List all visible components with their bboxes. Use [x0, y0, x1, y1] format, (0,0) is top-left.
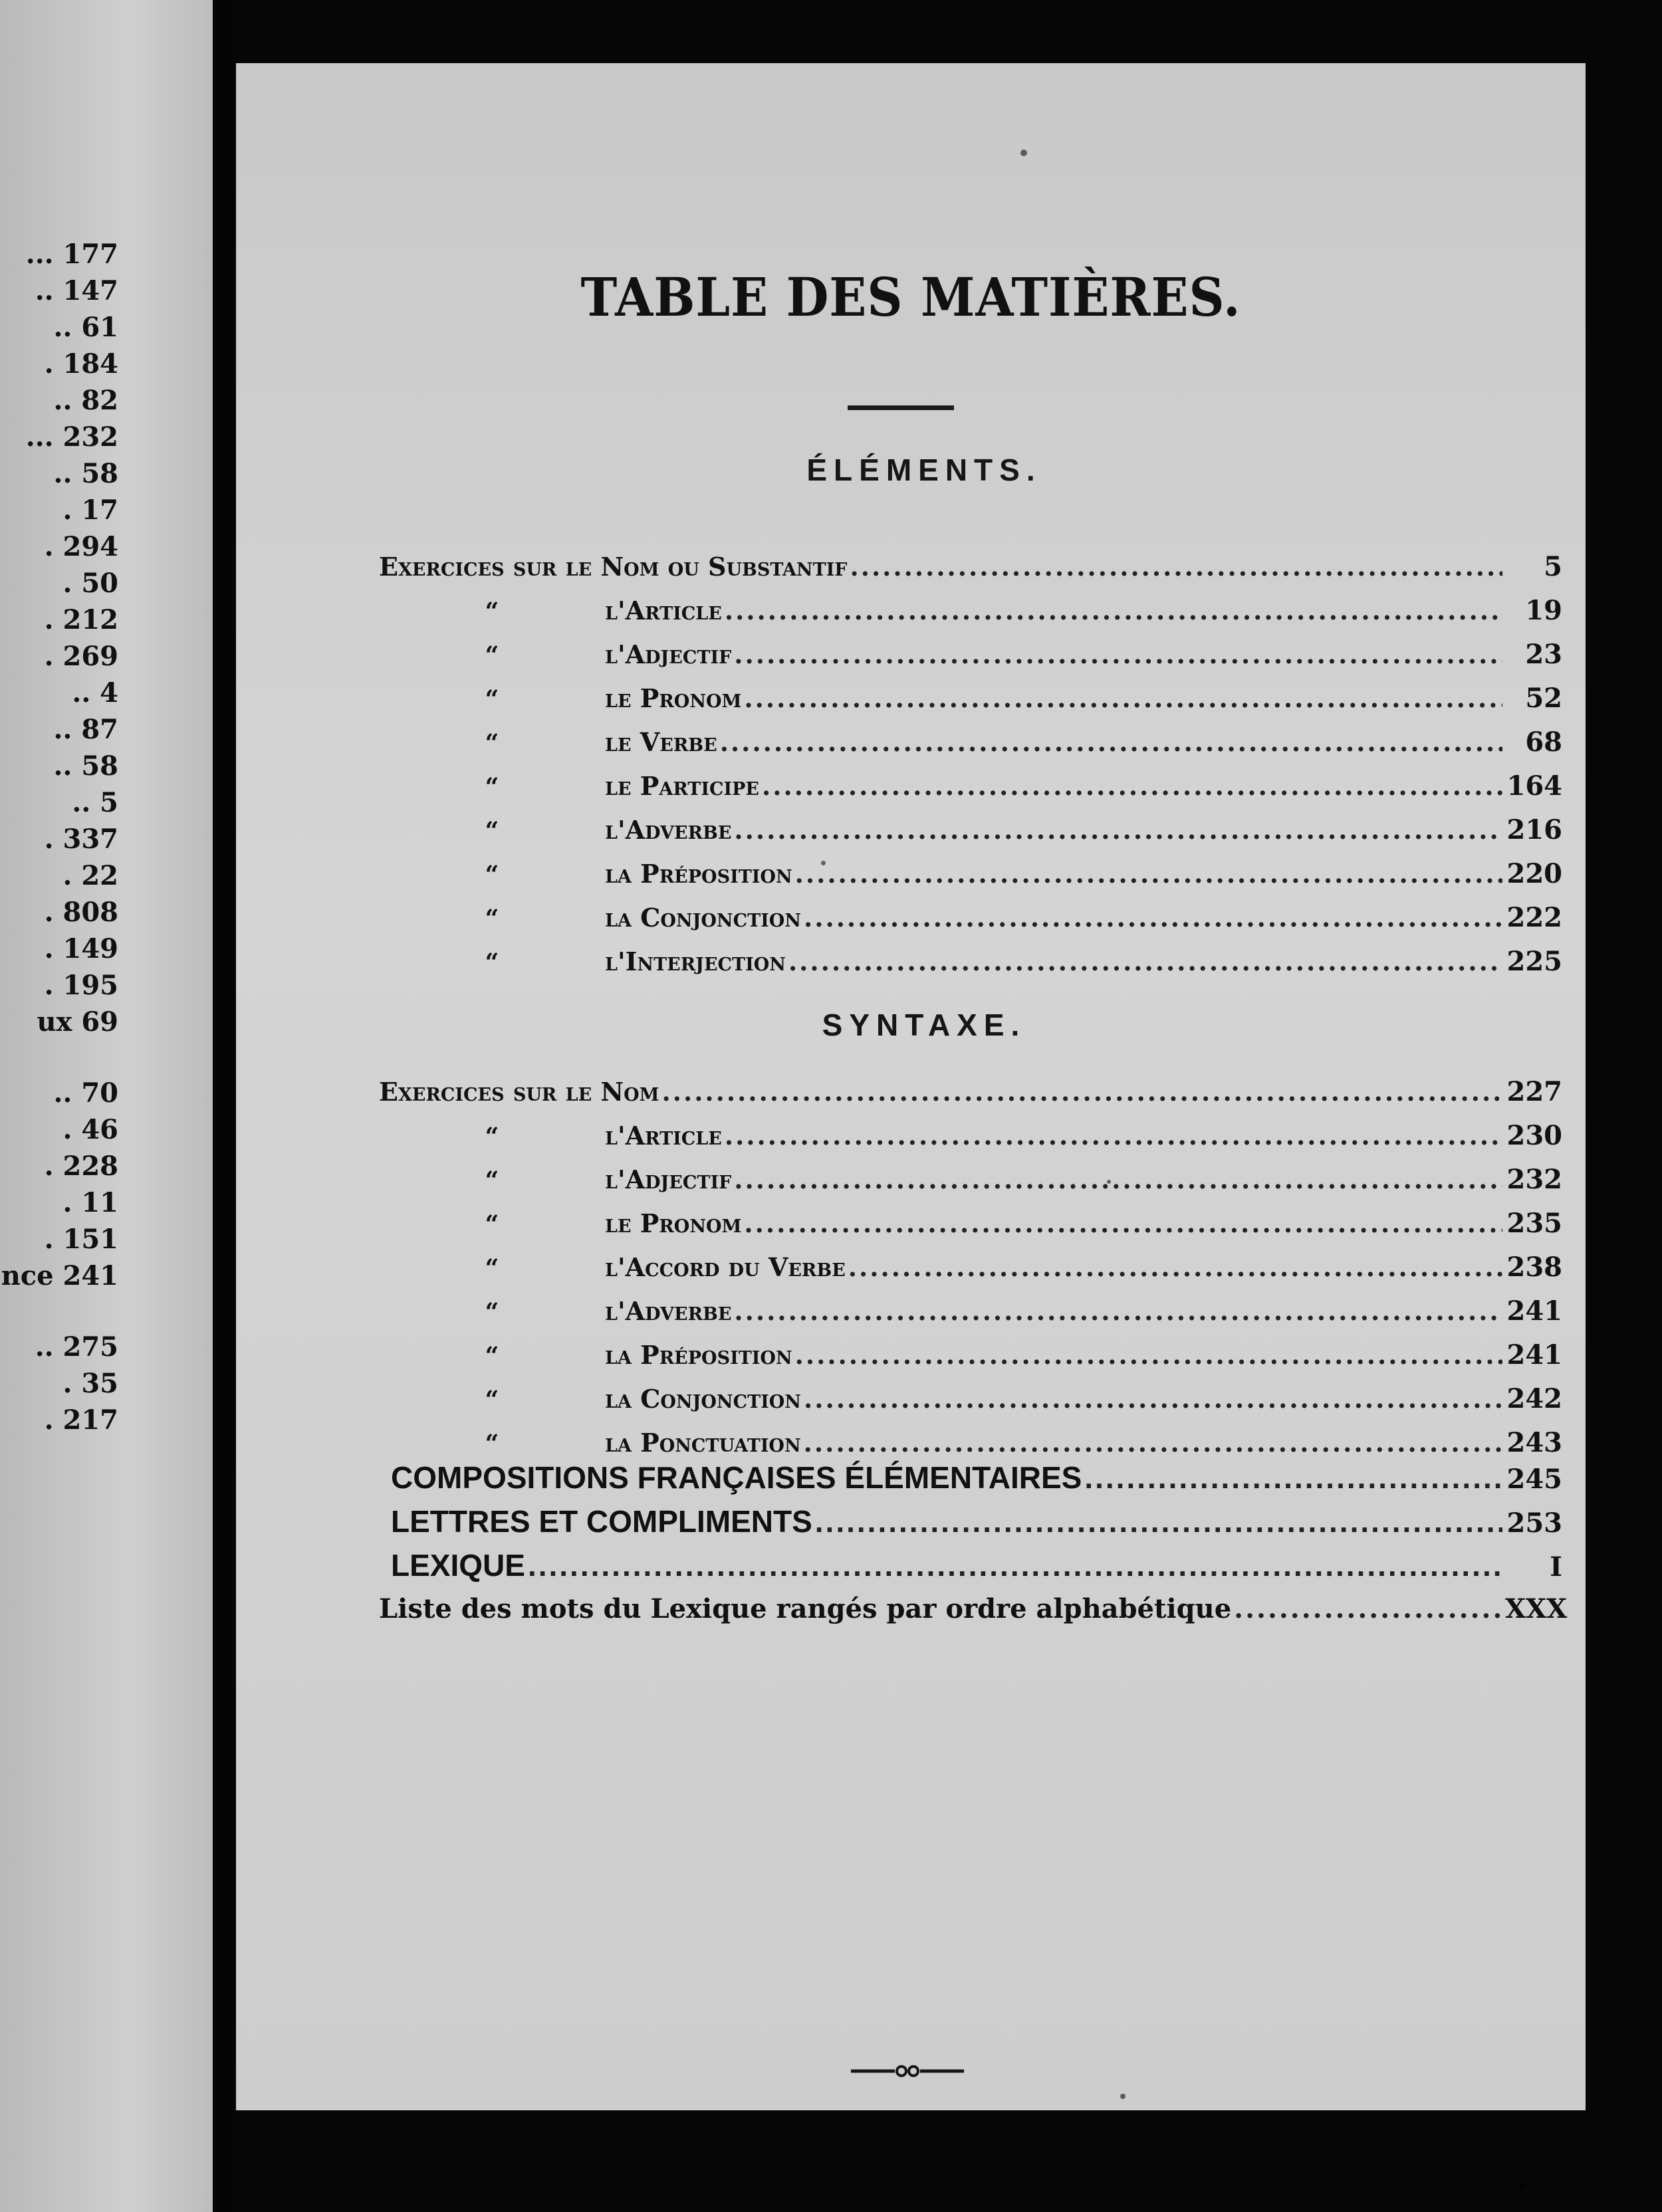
left-page-number: . 217 — [44, 1404, 118, 1436]
toc-entry-page: 230 — [1506, 1120, 1562, 1151]
toc-entry — [379, 1377, 1562, 1421]
toc-entry-label: l'Adjectif — [605, 639, 732, 669]
toc-entry-label: le Pronom — [605, 683, 742, 713]
toc-entry — [379, 1499, 1562, 1543]
toc-entry — [379, 1289, 1562, 1333]
left-page-number: . 35 — [62, 1368, 118, 1399]
toc-entry-label: la Préposition — [605, 859, 792, 889]
left-page-number: .. 4 — [72, 677, 118, 709]
left-page-gap — [0, 1040, 118, 1075]
ditto-mark: “ — [485, 685, 499, 713]
toc-entry-label: l'Adverbe — [605, 815, 732, 845]
ditto-mark: “ — [485, 773, 499, 801]
toc-entry-page: 68 — [1525, 726, 1562, 758]
left-page-number: nce 241 — [1, 1260, 118, 1291]
toc-entry-label: l'Adjectif — [605, 1164, 732, 1194]
dot-leader — [734, 808, 1502, 852]
toc-entry-page: 241 — [1506, 1295, 1562, 1327]
toc-entry-lead: Exercices sur — [379, 1077, 557, 1107]
left-page-number: . 228 — [44, 1151, 118, 1182]
left-page-number: .. 70 — [53, 1077, 118, 1109]
left-facing-page — [0, 0, 213, 2212]
page-title: TABLE DES MATIÈRES. — [580, 266, 1241, 328]
ditto-mark: “ — [485, 1298, 499, 1326]
toc-entry-label: l'Adverbe — [605, 1296, 732, 1326]
left-page-number: . 22 — [62, 860, 118, 891]
ditto-mark: “ — [485, 1210, 499, 1238]
title-rule — [848, 405, 954, 410]
toc-entry-page: 52 — [1525, 683, 1562, 714]
toc-entry-label: la Conjonction — [605, 1384, 801, 1414]
toc-entry-page: 220 — [1506, 858, 1562, 889]
toc-list-appendices — [379, 1456, 1568, 1631]
toc-entry-label: le Nom ou Substantif — [565, 552, 848, 582]
left-page-number-column — [0, 236, 118, 1438]
ditto-mark: “ — [485, 598, 499, 625]
toc-entry-label: le Verbe — [605, 727, 717, 757]
ditto-mark: “ — [485, 729, 499, 757]
left-page-number: .. 147 — [35, 275, 118, 306]
toc-entry-lead: Exercices sur — [379, 552, 557, 582]
table-of-contents-page — [236, 63, 1586, 2110]
dot-leader — [734, 633, 1502, 677]
toc-entry-page: 225 — [1506, 946, 1562, 977]
toc-entry-label: la Préposition — [605, 1340, 792, 1370]
toc-entry-page: 5 — [1544, 551, 1562, 582]
dot-leader — [720, 720, 1502, 764]
ditto-mark: “ — [485, 817, 499, 845]
toc-entry-page: 245 — [1506, 1464, 1562, 1495]
left-page-number: . 808 — [44, 897, 118, 928]
dot-leader — [848, 1246, 1502, 1289]
left-page-number: .. 58 — [53, 750, 118, 782]
toc-entry-page: 242 — [1506, 1383, 1562, 1414]
left-page-number: . 17 — [62, 495, 118, 526]
dot-leader — [804, 896, 1502, 940]
ditto-mark: “ — [485, 861, 499, 889]
toc-entry-label: Liste des mots du Lexique rangés par ordre alphabétique — [379, 1593, 1232, 1624]
end-ornament — [851, 2061, 964, 2081]
left-page-number: . 149 — [44, 933, 118, 964]
toc-entry-page: 19 — [1525, 595, 1562, 626]
toc-entry-page: 164 — [1506, 770, 1562, 802]
print-speck — [1020, 150, 1027, 156]
ditto-mark: “ — [485, 641, 499, 669]
left-page-number: . 269 — [44, 641, 118, 672]
toc-entry-page: 222 — [1506, 902, 1562, 933]
ditto-mark: “ — [485, 1166, 499, 1194]
toc-entry-label: le Nom — [565, 1077, 659, 1107]
dot-leader — [795, 1333, 1502, 1377]
left-page-number: . 50 — [62, 568, 118, 599]
toc-entry — [379, 940, 1562, 984]
dot-leader — [795, 852, 1502, 896]
toc-entry — [379, 720, 1562, 764]
section-heading-elements: ÉLÉMENTS. — [806, 453, 1042, 487]
dot-leader — [1084, 1456, 1502, 1499]
ditto-mark: “ — [485, 1342, 499, 1370]
left-page-number: . 151 — [44, 1224, 118, 1255]
ditto-mark: “ — [485, 905, 499, 933]
toc-entry — [379, 808, 1562, 852]
toc-entry-label: la Conjonction — [605, 903, 801, 933]
print-speck — [1519, 2183, 1525, 2189]
dot-leader — [788, 940, 1502, 984]
dot-leader — [1234, 1587, 1502, 1631]
ditto-mark: “ — [485, 1386, 499, 1414]
toc-entry — [379, 896, 1562, 940]
toc-entry-page: XXX — [1505, 1593, 1568, 1624]
dot-leader — [528, 1543, 1502, 1587]
toc-entry — [379, 1202, 1562, 1246]
toc-entry-label: la Ponctuation — [605, 1428, 801, 1458]
toc-entry-label: LEXIQUE — [391, 1548, 525, 1583]
toc-entry-label: l'Article — [605, 596, 722, 625]
left-page-number: .. 87 — [53, 714, 118, 745]
toc-entry-page: I — [1550, 1551, 1562, 1583]
left-page-number: .. 61 — [53, 312, 118, 343]
left-page-number: . 212 — [44, 604, 118, 635]
toc-entry-label: LETTRES ET COMPLIMENTS — [391, 1504, 812, 1539]
left-page-gap — [0, 1294, 118, 1329]
dot-leader — [850, 545, 1502, 589]
toc-entry — [379, 1114, 1562, 1158]
book-gutter — [213, 0, 234, 2212]
left-page-number: .. 82 — [53, 385, 118, 416]
ditto-mark: “ — [485, 1254, 499, 1282]
toc-entry-label: le Pronom — [605, 1208, 742, 1238]
toc-entry-page: 227 — [1506, 1076, 1562, 1107]
toc-entry-page: 235 — [1506, 1208, 1562, 1239]
ditto-mark: “ — [485, 948, 499, 976]
toc-entry-page: 253 — [1506, 1507, 1562, 1539]
left-page-number: . 11 — [62, 1187, 118, 1218]
dot-leader — [725, 1114, 1502, 1158]
toc-entry — [379, 1333, 1562, 1377]
dot-leader — [662, 1070, 1502, 1114]
left-page-number: ... 232 — [25, 421, 118, 453]
dot-leader — [762, 764, 1502, 808]
dot-leader — [804, 1377, 1502, 1421]
dot-leader — [725, 589, 1502, 633]
toc-entry — [379, 1456, 1562, 1499]
toc-entry-page: 241 — [1506, 1339, 1562, 1371]
dot-leader — [734, 1158, 1502, 1202]
left-page-number: . 184 — [44, 348, 118, 380]
toc-entry-page: 232 — [1506, 1164, 1562, 1195]
toc-list-syntaxe — [379, 1070, 1562, 1465]
section-heading-syntaxe: SYNTAXE. — [822, 1008, 1026, 1042]
print-speck — [1107, 1180, 1111, 1184]
dot-leader — [734, 1289, 1502, 1333]
toc-entry-page: 23 — [1525, 639, 1562, 670]
left-page-number: .. 5 — [72, 787, 118, 818]
dot-leader — [815, 1499, 1502, 1543]
left-page-number: .. 58 — [53, 458, 118, 489]
toc-entry-label: l'Interjection — [605, 946, 786, 976]
left-page-number: ux 69 — [37, 1006, 118, 1038]
toc-entry — [379, 1070, 1562, 1114]
print-speck — [1120, 2094, 1126, 2099]
dot-leader — [744, 677, 1502, 720]
toc-entry — [379, 1587, 1568, 1631]
print-speck — [821, 861, 826, 865]
toc-entry-page: 216 — [1506, 814, 1562, 845]
toc-entry — [379, 1246, 1562, 1289]
dot-leader — [744, 1202, 1502, 1246]
toc-entry — [379, 852, 1562, 896]
toc-entry — [379, 545, 1562, 589]
toc-entry — [379, 633, 1562, 677]
left-page-number: . 337 — [44, 824, 118, 855]
left-page-number: ... 177 — [25, 239, 118, 270]
toc-entry-page: 238 — [1506, 1252, 1562, 1283]
toc-entry-label: le Participe — [605, 771, 760, 801]
toc-entry-label: COMPOSITIONS FRANÇAISES ÉLÉMENTAIRES — [391, 1460, 1082, 1495]
toc-entry — [379, 764, 1562, 808]
toc-entry — [379, 1158, 1562, 1202]
left-page-number: . 195 — [44, 970, 118, 1001]
toc-entry-label: l'Article — [605, 1121, 722, 1151]
ditto-mark: “ — [485, 1123, 499, 1151]
toc-entry-label: l'Accord du Verbe — [605, 1252, 846, 1282]
left-page-number: . 46 — [62, 1114, 118, 1145]
toc-list-elements — [379, 545, 1562, 984]
left-page-number: . 294 — [44, 531, 118, 562]
toc-entry — [379, 677, 1562, 720]
toc-entry — [379, 1543, 1562, 1587]
ditto-mark: “ — [485, 1430, 499, 1458]
toc-entry — [379, 589, 1562, 633]
left-page-number: .. 275 — [35, 1331, 118, 1363]
toc-entry-page: 243 — [1506, 1427, 1562, 1458]
